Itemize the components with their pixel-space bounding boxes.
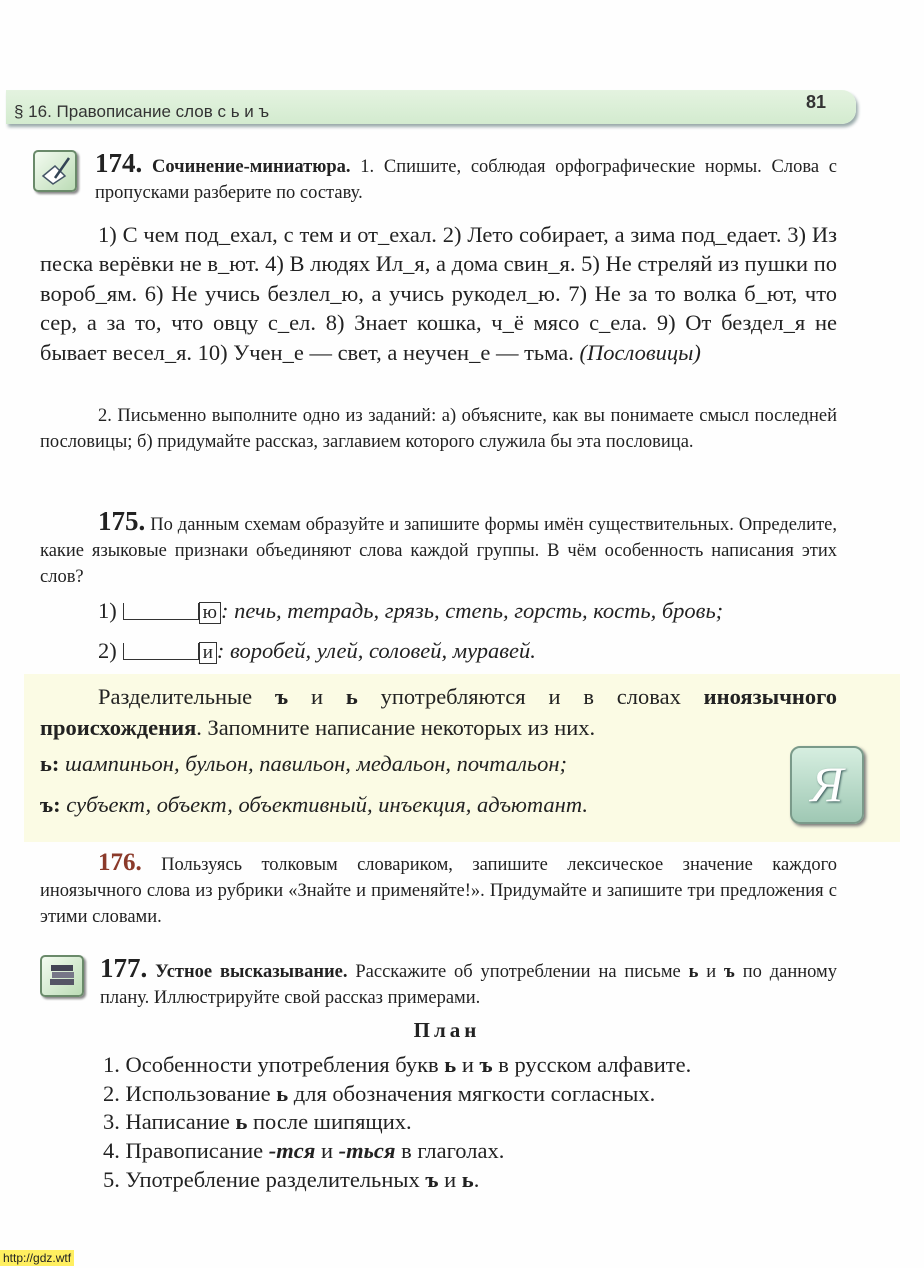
task-text: Расскажите об употреблении на письме: [347, 962, 689, 982]
word-stem-schema: [123, 603, 199, 620]
word-list: шампиньон, бульон, павильон, медальон, почтальон;: [59, 751, 568, 776]
plan-item: [103, 1108, 691, 1137]
rule-part: Разделительные: [98, 684, 275, 709]
badge-letter: Я: [810, 756, 844, 812]
know-and-apply-badge-icon: [790, 746, 864, 824]
plan-list: [103, 1051, 691, 1195]
rule-part: и: [288, 684, 346, 709]
hard-sign-label: ъ:: [40, 792, 61, 817]
exercise-175-task: [40, 508, 837, 590]
text: ь: [276, 1080, 289, 1106]
word-stem-schema: [123, 643, 199, 660]
text: ь: [461, 1166, 474, 1192]
writing-task-icon: [33, 150, 77, 192]
rule-part: . Запомните написание некоторых из них.: [196, 715, 596, 740]
books-oral-task-icon: [40, 955, 84, 997]
word-list: : печь, тетрадь, грязь, степь, горсть, кость, бровь;: [220, 598, 724, 623]
text: и: [315, 1138, 339, 1164]
exercise-number: 176.: [98, 849, 142, 876]
plan-item: [103, 1137, 691, 1166]
task-text: по данному плану. Иллюстрируйте свой рассказ примерами.: [100, 962, 837, 1008]
rule-part: употребляются и в словах: [357, 684, 704, 709]
ending-box: и: [199, 642, 217, 664]
exercise-title: Сочинение-миниатюра.: [152, 157, 351, 177]
text: 2. Использование: [103, 1080, 277, 1106]
text: и: [456, 1052, 480, 1077]
text: в русском алфавите.: [492, 1052, 692, 1077]
text: -ться: [338, 1138, 396, 1164]
exercise-174-task-2: 2. Письменно выполните одно из заданий: а) объясните, как вы понимаете смысл последней пословицы; б) придумайте рассказ, заглавием которого служила бы эта пословица.: [40, 406, 837, 452]
hard-sign: ъ: [274, 684, 289, 709]
exercise-number: 174.: [95, 148, 143, 178]
task-text: Пользуясь толковым словариком, запишите лексическое значение каждого иноязычного слова из рубрики «Знайте и применяйте!». Придумайте и запишите три предложения с этими словами.: [40, 855, 837, 927]
schema-item-2: [98, 636, 536, 665]
plan-item: [103, 1051, 691, 1080]
rule-emphasis: иноязычного происхождения: [40, 684, 838, 740]
exercise-177-task: [100, 955, 837, 1011]
text: 1. Особенности употребления букв: [103, 1052, 445, 1077]
text: 5. Употребление разделительных: [103, 1166, 426, 1192]
soft-sign: ь: [345, 684, 358, 709]
text: .: [473, 1166, 480, 1192]
exercise-number: 175.: [98, 506, 146, 536]
plan-item: [103, 1166, 691, 1195]
plan-title: План: [413, 1018, 481, 1042]
text: в глаголах.: [395, 1138, 505, 1164]
rule-text: [40, 681, 837, 743]
watermark-link[interactable]: http://gdz.wtf: [0, 1250, 74, 1266]
item-number: 2): [98, 638, 117, 663]
proverbs-text: 1) С чем под_ехал, с тем и от_ехал. 2) Лето собирает, а зима под_едает. 3) Из песка верёвки не в_ют. 4) В людях Ил_я, а дома свин_я. 5) Не стреляй из пушки по вороб_ям. 6) Не учись безлел_ю, а учись рукодел_ю. 7) Не за то волка б_ют, что сер, а за то, что овцу с_ел. 8) Знает кошка, ч_ё мясо с_ела. 9) От бездел_я не бывает весел_я. 10) Учен_е — свет, а неучен_е — тьма.: [40, 222, 838, 365]
section-title: § 16. Правописание слов с ь и ъ: [14, 102, 270, 121]
text: ъ: [425, 1166, 439, 1192]
text: 3. Написание: [103, 1109, 236, 1135]
text: ъ: [479, 1052, 493, 1077]
proverbs-paragraph: [40, 220, 837, 367]
word-list: субъект, объект, объективный, инъекция, адъютант.: [60, 792, 588, 817]
plan-item: [103, 1080, 691, 1109]
text: -тся: [268, 1138, 316, 1164]
exercise-number: 177.: [100, 953, 148, 983]
page-number: 81: [806, 92, 827, 112]
exercise-176-task: [40, 850, 837, 930]
text: 4. Правописание: [103, 1138, 269, 1164]
hard-sign: ъ: [724, 962, 735, 982]
exercise-174-task: [95, 150, 837, 206]
text: после шипящих.: [247, 1109, 412, 1135]
soft-sign: ь: [688, 962, 699, 982]
word-list: : воробей, улей, соловей, муравей.: [216, 638, 536, 663]
soft-sign-label: ь:: [40, 751, 60, 776]
text: ь: [444, 1052, 457, 1077]
task-text: 1. Спишите, соблюдая орфографические нормы. Слова с пропусками разберите по составу.: [95, 157, 838, 203]
proverbs-source: (Пословицы): [579, 339, 701, 365]
text: для обозначения мягкости согласных.: [288, 1080, 656, 1106]
ending-box: ю: [199, 602, 221, 624]
task-text: и: [698, 962, 725, 982]
item-number: 1): [98, 598, 117, 623]
task-text: По данным схемам образуйте и запишите формы имён существительных. Определите, какие языковые признаки объединяют слова каждой группы. В чём особенность написания этих слов?: [40, 515, 837, 587]
schema-item-1: [98, 596, 723, 625]
text: ь: [235, 1109, 248, 1135]
exercise-title: Устное высказывание.: [155, 962, 348, 982]
soft-sign-words: [40, 749, 567, 778]
text: и: [438, 1166, 462, 1192]
hard-sign-words: [40, 790, 588, 819]
